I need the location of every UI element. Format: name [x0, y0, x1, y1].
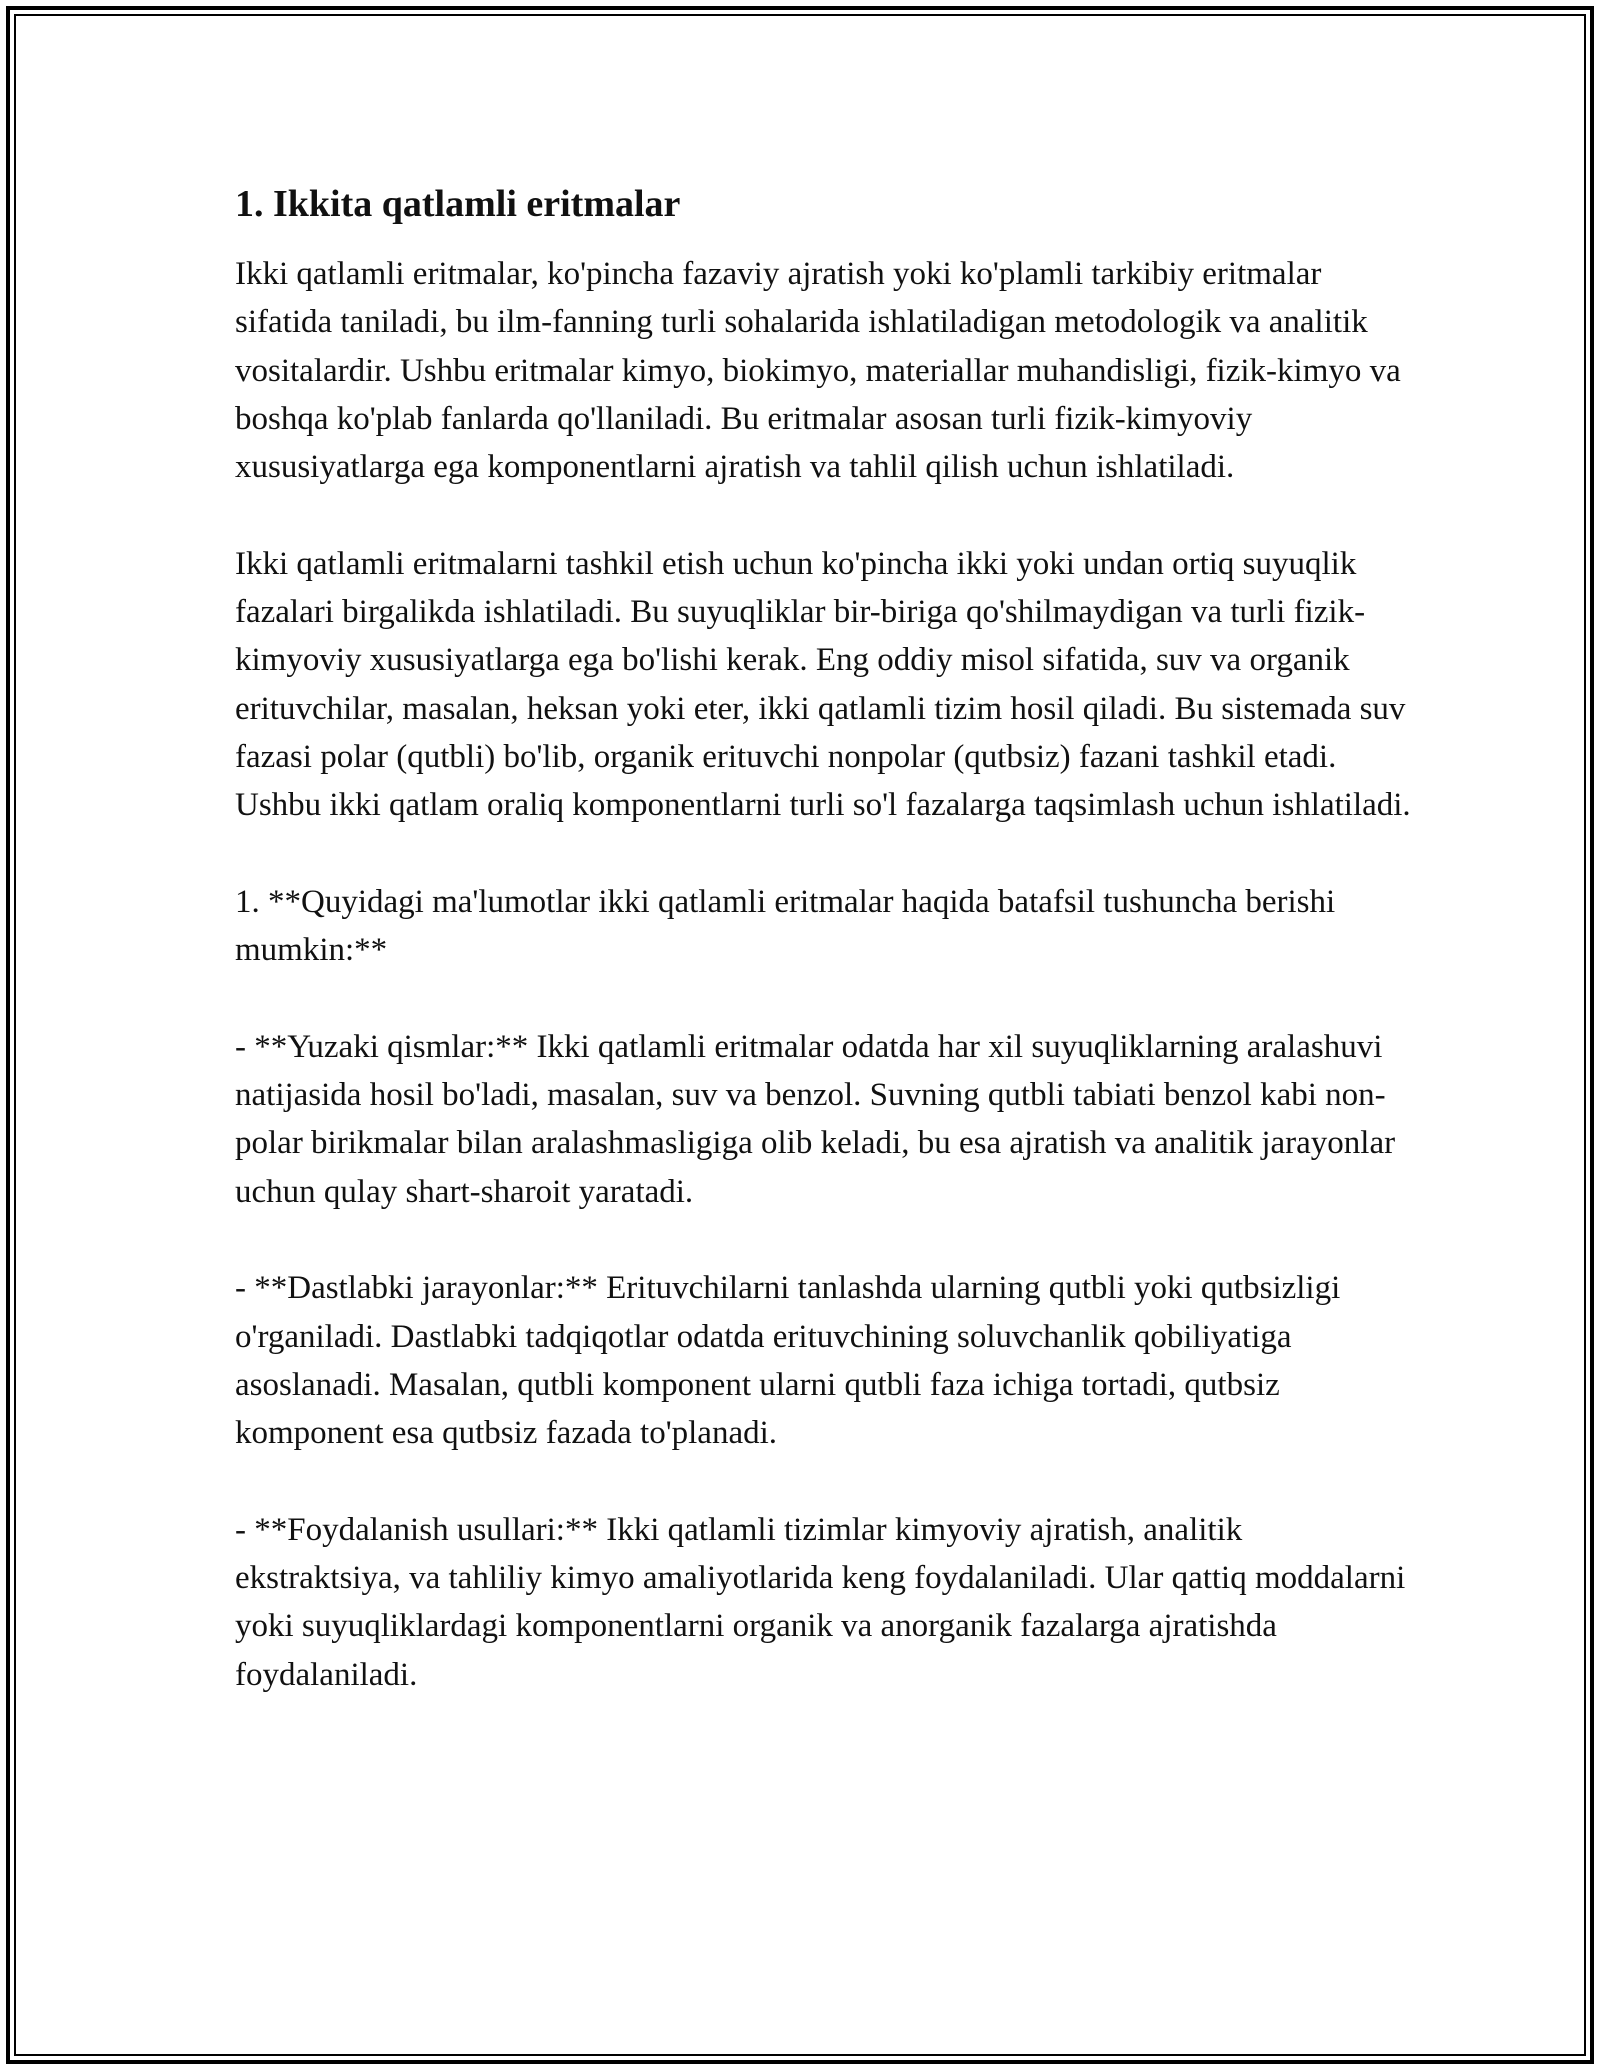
paragraph-surface-parts: - **Yuzaki qismlar:** Ikki qatlamli eritmalar odatda har xil suyuqliklarning aralashuvi natijasida hosil bo'ladi, masalan, suv va benzol. Suvning qutbli tabiati benzol kabi non-polar birikmalar bilan aralashmasligiga olib keladi, bu esa ajratish va analitik jarayonlar uchun qulay shart-sharoit yaratadi.: [235, 1028, 1396, 1210]
paragraph-formation: Ikki qatlamli eritmalarni tashkil etish uchun ko'pincha ikki yoki undan ortiq suyuqlik fazalari birgalikda ishlatiladi. Bu suyuqliklar bir-biriga qo'shilmaydigan va turli fizik-kimyoviy xususiyatlarga ega bo'lishi kerak. Eng oddiy misol sifatida, suv va organik erituvchilar, masalan, heksan yoki eter, ikki qatlamli tizim hosil qiladi. Bu sistemada suv fazasi polar (qutbli) bo'lib, organik erituvchi nonpolar (qutbsiz) fazani tashkil etadi. Ushbu ikki qatlam oraliq komponentlarni turli so'l fazalarga taqsimlash uchun ishlatiladi.: [235, 545, 1411, 824]
document-body: [235, 180, 1415, 1699]
paragraph-intro: Ikki qatlamli eritmalar, ko'pincha fazaviy ajratish yoki ko'plamli tarkibiy eritmalar sifatida taniladi, bu ilm-fanning turli sohalarida ishlatiladigan metodologik va analitik vositalardir. Ushbu eritmalar kimyo, biokimyo, materiallar muhandisligi, fizik-kimyo va boshqa ko'plab fanlarda qo'llaniladi. Bu eritmalar asosan turli fizik-kimyoviy xususiyatlarga ega komponentlarni ajratish va tahlil qilish uchun ishlatiladi.: [235, 256, 1401, 486]
section-heading: 1. Ikkita qatlamli eritmalar: [235, 183, 681, 225]
paragraph-list-heading: 1. **Quyidagi ma'lumotlar ikki qatlamli eritmalar haqida batafsil tushuncha berishi mumkin:**: [235, 883, 1336, 969]
paragraph-initial-processes: - **Dastlabki jarayonlar:** Erituvchilarni tanlashda ularning qutbli yoki qutbsizligi o'rganiladi. Dastlabki tadqiqotlar odatda erituvchining soluvchanlik qobiliyatiga asoslanadi. Masalan, qutbli komponent ularni qutbli faza ichiga tortadi, qutbsiz komponent esa qutbsiz fazada to'planadi.: [235, 1270, 1341, 1452]
paragraph-usage-methods: - **Foydalanish usullari:** Ikki qatlamli tizimlar kimyoviy ajratish, analitik ekstraktsiya, va tahliliy kimyo amaliyotlarida keng foydalaniladi. Ular qattiq moddalarni yoki suyuqliklardagi komponentlarni organik va anorganik fazalarga ajratishda foydalaniladi.: [235, 1511, 1406, 1693]
